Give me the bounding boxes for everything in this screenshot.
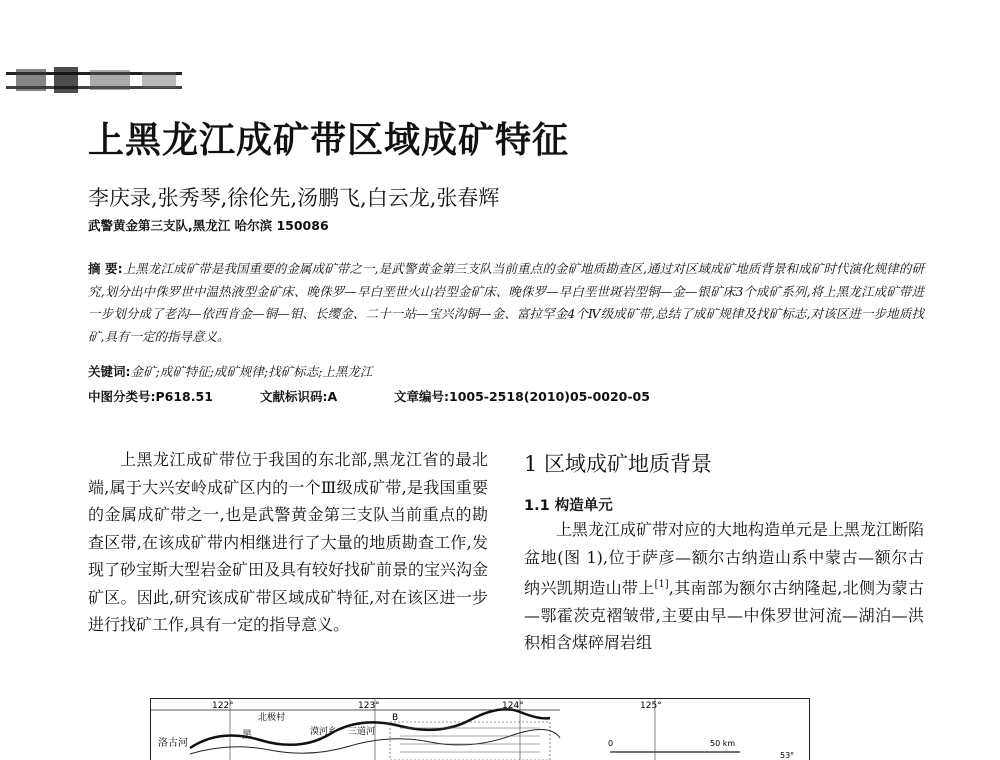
keywords-label: 关键词: [88,364,131,379]
scale-zero: 0 [608,739,614,748]
map-marker-b: B [392,713,399,723]
figure-map [150,698,810,760]
paper-title: 上黑龙江成矿带区域成矿特征 [88,120,570,161]
article-meta-row [88,387,650,405]
subsection-heading: 1.1 构造单元 [524,498,613,514]
doc-code-label: 文献标识码: [260,389,328,404]
author-affiliation: 武警黄金第三支队,黑龙江 哈尔滨 150086 [88,218,329,233]
doc-code-group [260,387,394,405]
place-label-hei: 黑 [242,730,252,741]
logo-block-3 [90,70,130,90]
logo-block-1 [16,69,46,91]
doc-code-value: A [327,389,338,404]
journal-section-logo [6,66,182,94]
section-paragraph-part-b: ,其南部为额尔古纳隆起,北侧为蒙古—鄂霍茨克褶皱带,主要由早—中侏罗世河流—湖泊—洪积相含煤碎屑岩组 [524,578,924,653]
abstract-label: 摘 要: [88,261,123,276]
keywords-text: 金矿;成矿特征;成矿规律;找矿标志;上黑龙江 [130,364,373,379]
longitude-label-122: 122° [212,701,234,711]
longitude-label-123: 123° [358,701,380,711]
section-paragraph [524,516,924,657]
article-no-value: 1005-2518(2010)05-0020-05 [449,389,650,404]
abstract-block [88,258,924,348]
section-heading: 1 区域成矿地质背景 [524,452,713,476]
clc-value: P618.51 [155,389,213,404]
place-label-sandaohe: 三道河 [348,727,376,737]
clc-group [88,387,260,405]
keywords-line [88,362,372,380]
place-label-luoguhe: 洛古河 [158,738,188,749]
place-label-beijicun: 北极村 [258,713,286,723]
longitude-label-124: 124° [502,701,524,711]
article-no-label: 文章编号: [394,389,449,404]
author-list: 李庆录,张秀琴,徐伦先,汤鹏飞,白云龙,张春辉 [88,186,500,210]
longitude-label-125: 125° [640,701,662,711]
latitude-label-53: 53° [780,751,795,760]
logo-block-4 [142,72,176,88]
article-no-group [394,387,650,405]
citation-ref[interactable]: [1] [654,579,669,590]
scale-label: 50 km [710,739,736,748]
logo-block-2 [54,67,78,93]
place-label-mohexiang: 漠河乡 [310,727,338,737]
section-paragraph-part-a: 上黑龙江成矿带对应的大地构造单元是上黑龙江断陷盆地(图 1),位于萨彦—额尔古纳造山系中蒙古—额尔古纳兴凯期造山带上 [524,520,925,598]
intro-paragraph: 上黑龙江成矿带位于我国的东北部,黑龙江省的最北端,属于大兴安岭成矿区内的一个Ⅲ级成矿带,是我国重要的金属成矿带之一,也是武警黄金第三支队当前重点的勘查区带,在该成矿带内相继进行了大量的地质勘查工作,发现了砂宝斯大型岩金矿田及具有较好找矿前景的宝兴沟金矿区。因此,研究该成矿带区域成矿特征,对在该区进一步进行找矿工作,具有一定的指导意义。 [88,450,489,634]
clc-label: 中图分类号: [88,389,156,404]
abstract-text: 上黑龙江成矿带是我国重要的金属成矿带之一,是武警黄金第三支队当前重点的金矿地质勘查区,通过对区域成矿地质背景和成矿时代演化规律的研究,划分出中侏罗世中温热液型金矿床、晚侏罗—早白垩世火山岩型金矿床、晚侏罗—早白垩世斑岩型铜—金—银矿床3个成矿系列,将上黑龙江成矿带进一步划分成了老沟—依西肯金—铜—钼、长缨金、二十一站—宝兴沟铜—金、富拉罕金4个Ⅳ级成矿带,总结了成矿规律及找矿标志,对该区进一步地质找矿,具有一定的指导意义。 [88,261,924,344]
